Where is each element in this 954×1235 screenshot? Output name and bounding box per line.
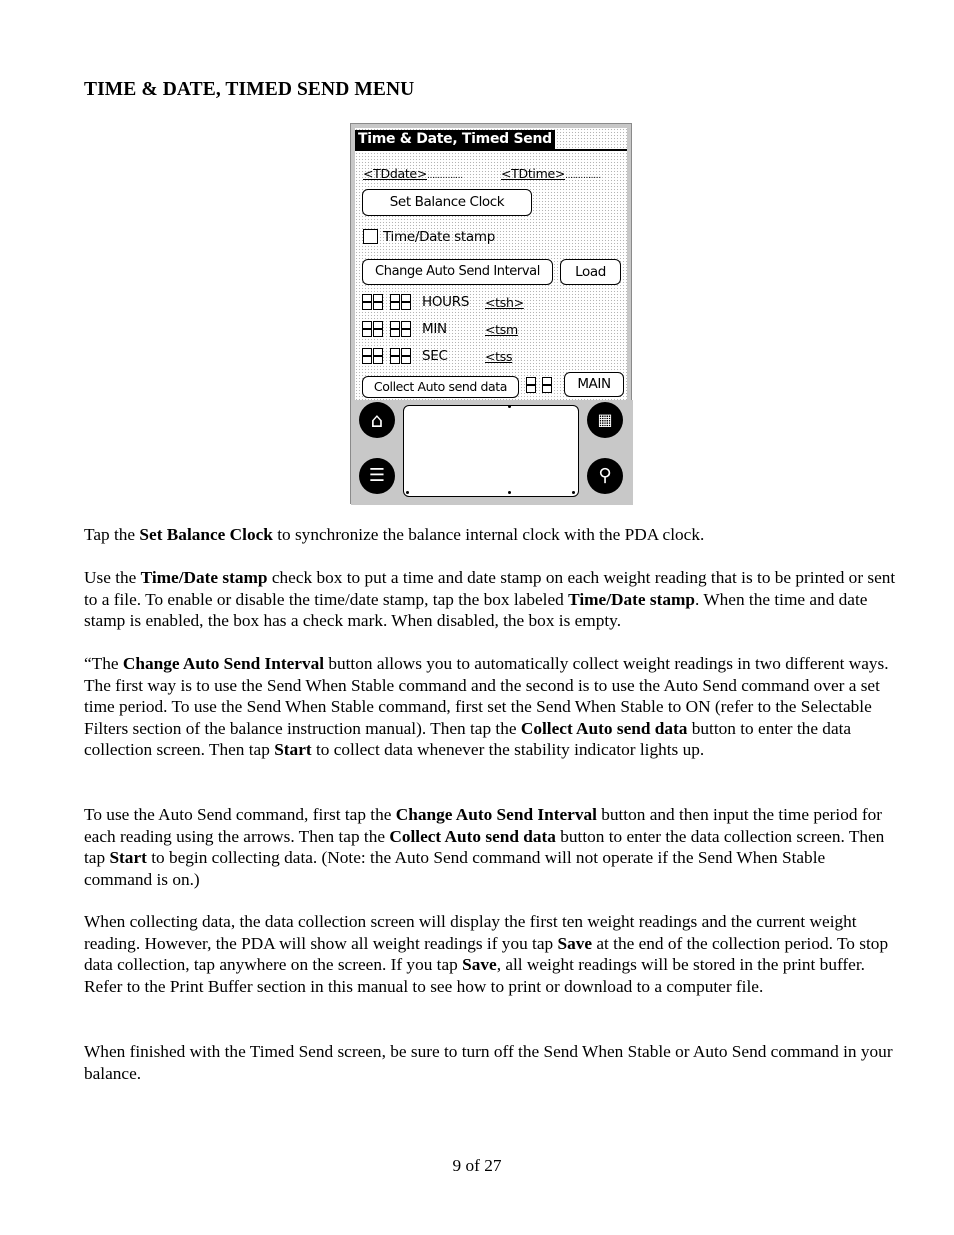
min-label: MIN [422, 321, 447, 337]
bold-term: Start [274, 740, 312, 759]
sec-tens-spinner-b[interactable] [373, 348, 383, 364]
bold-term: Time/Date stamp [568, 589, 696, 609]
load-button[interactable]: Load [560, 259, 621, 285]
bold-term: Save [462, 955, 497, 974]
text-run: To use the Auto Send command, first tap the [84, 805, 396, 824]
min-tens-spinner-b[interactable] [373, 321, 383, 337]
menu-icon[interactable]: ☰ [359, 458, 395, 494]
collect-spinner-a[interactable] [526, 377, 536, 393]
text-run: button allows you to automatically collect weight readings in two different ways. The first way is to use the Send When Stable command and the second is to use the Auto Send command over a set time period. To use the Send When Stable command, first set the Send When Stable to ON (refer to the Selectable Filters section of the balance instruction manual). Then tap the [84, 654, 889, 738]
min-tens-spinner[interactable] [362, 321, 372, 337]
change-auto-send-interval-button[interactable]: Change Auto Send Interval [362, 259, 553, 285]
min-value: <tsm [485, 322, 518, 337]
pda-screenshot [350, 123, 632, 504]
calculator-icon[interactable]: ▦ [587, 402, 623, 438]
time-dots: .............. [565, 171, 601, 181]
collect-spinner-b[interactable] [542, 377, 552, 393]
pda-screen [355, 128, 627, 400]
paragraph-finished [84, 1041, 896, 1084]
bold-term: Set Balance Clock [139, 525, 273, 544]
sec-ones-spinner[interactable] [390, 348, 400, 364]
main-button[interactable]: MAIN [564, 372, 624, 397]
text-run: Tap the [84, 525, 140, 544]
text-run: at the end of the collection period. To stop data collection, tap anywhere on the screen. If you tap [84, 933, 889, 974]
home-icon[interactable]: ⌂ [359, 402, 395, 438]
collect-auto-send-data-button[interactable]: Collect Auto send data [362, 376, 519, 398]
paragraph-timestamp [84, 567, 896, 632]
text-run: When collecting data, the data collection screen will display the first ten weight readings and the current weight reading. However, the PDA will show all weight readings if you tap [84, 912, 857, 953]
bold-term: Start [109, 848, 147, 867]
text-run: to begin collecting data. (Note: the Auto Send command will not operate if the Send When Stable command is on.) [84, 848, 826, 889]
paragraph-change-interval [84, 653, 896, 761]
date-value: <TDdate> [363, 166, 427, 181]
timestamp-label: Time/Date stamp [383, 229, 495, 245]
date-dots: .............. [427, 171, 463, 181]
bold-term: Collect Auto send data [389, 826, 556, 846]
paragraph-set-clock [84, 524, 896, 546]
hours-ones-spinner-b[interactable] [401, 294, 411, 310]
bold-term: Change Auto Send Interval [122, 654, 325, 673]
bold-term: Save [557, 933, 593, 953]
min-ones-spinner-b[interactable] [401, 321, 411, 337]
time-field[interactable] [501, 166, 601, 184]
text-run: button and then input the time period for each reading using the arrows. Then tap the [84, 805, 882, 846]
paragraph-collecting [84, 911, 896, 997]
bold-term: Collect Auto send data [520, 718, 688, 738]
bold-term: Change Auto Send Interval [395, 805, 597, 824]
paragraph-auto-send [84, 804, 896, 890]
set-balance-clock-button[interactable]: Set Balance Clock [362, 189, 532, 216]
text-run: When finished with the Timed Send screen, be sure to turn off the Send When Stable or Auto Send command in your balance. [84, 1042, 893, 1083]
silkscreen-area [351, 400, 633, 505]
date-field[interactable] [363, 166, 463, 184]
find-icon[interactable]: ⚲ [587, 458, 623, 494]
hours-ones-spinner[interactable] [390, 294, 400, 310]
title-rule [355, 149, 627, 151]
text-run: button to enter the data collection screen. Then tap [84, 718, 852, 759]
sec-ones-spinner-b[interactable] [401, 348, 411, 364]
sec-tens-spinner[interactable] [362, 348, 372, 364]
bold-term: Time/Date stamp [140, 568, 268, 587]
timestamp-checkbox[interactable] [363, 229, 378, 244]
text-run: , all weight readings will be stored in the print buffer. Refer to the Print Buffer section in this manual to see how to print or download to a computer file. [84, 955, 865, 996]
text-run: check box to put a time and date stamp on each weight reading that is to be printed or sent to a file. To enable or disable the time/date stamp, tap the box labeled [84, 568, 896, 609]
time-value: <TDtime> [501, 166, 566, 181]
sec-label: SEC [422, 348, 448, 364]
pda-title: Time & Date, Timed Send [355, 130, 555, 149]
min-ones-spinner[interactable] [390, 321, 400, 337]
text-run: “The [84, 654, 123, 673]
hours-value: <tsh> [485, 295, 524, 310]
sec-value: <tss [485, 349, 513, 364]
text-run: . When the time and date stamp is enabled, the box has a check mark. When disabled, the box is empty. [84, 589, 868, 630]
hours-tens-spinner-b[interactable] [373, 294, 383, 310]
text-run: button to enter the data collection screen. Then tap [84, 826, 885, 867]
page-number: 9 of 27 [452, 1156, 502, 1175]
hours-tens-spinner[interactable] [362, 294, 372, 310]
graffiti-area[interactable] [403, 405, 579, 497]
text-run: Use the [84, 568, 141, 587]
section-heading: TIME & DATE, TIMED SEND MENU [84, 79, 415, 100]
hours-label: HOURS [422, 294, 470, 310]
text-run: to collect data whenever the stability indicator lights up. [311, 740, 705, 759]
text-run: to synchronize the balance internal clock with the PDA clock. [272, 525, 705, 544]
